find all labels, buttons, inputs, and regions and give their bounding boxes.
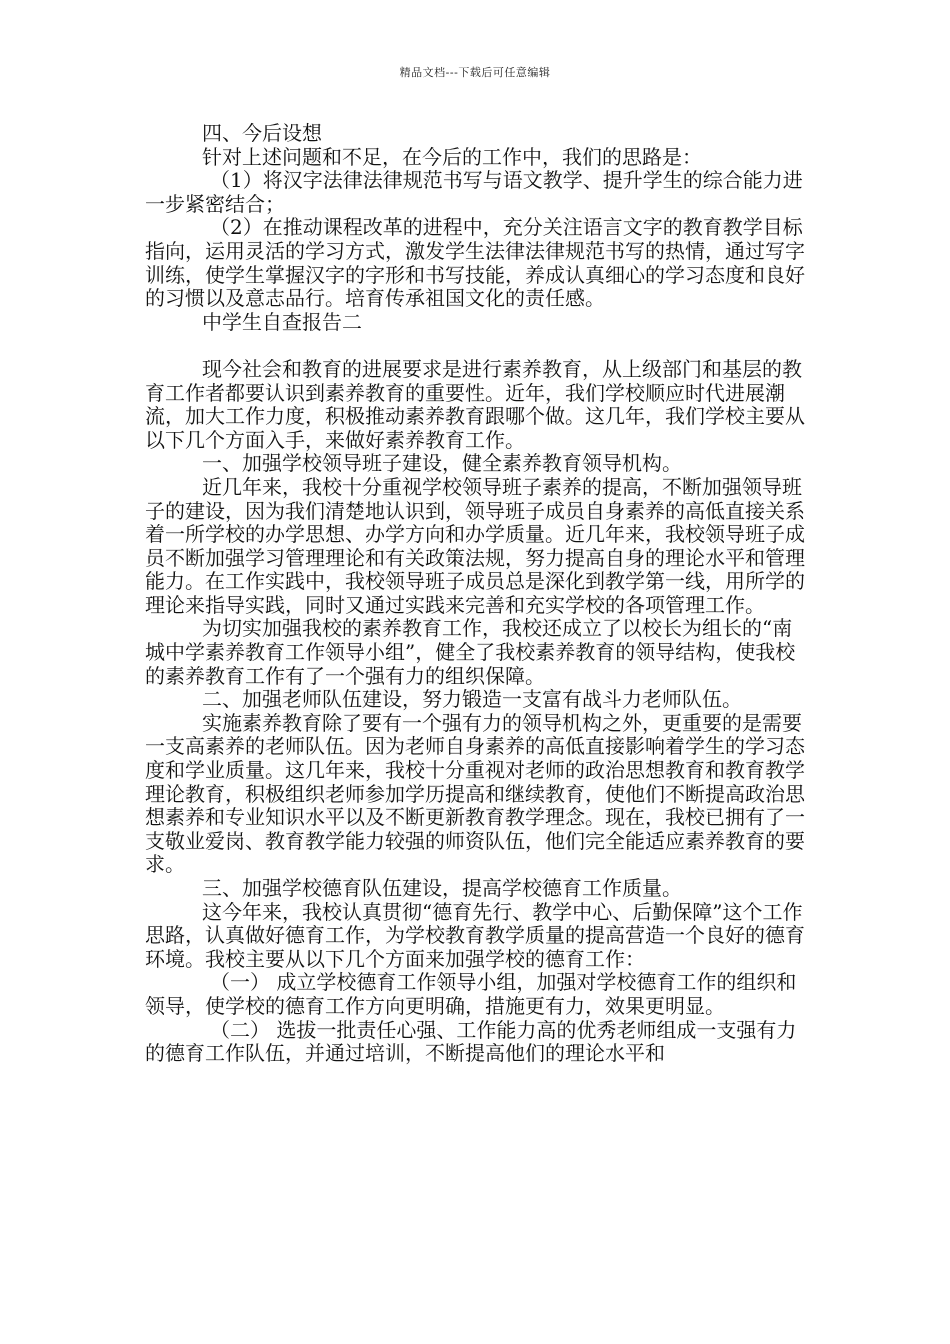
list-item: （二） 选拔一批责任心强、工作能力高的优秀老师组成一支强有力的德育工作队伍，并通过培训，不断提高他们的理论水平和 [145, 1017, 797, 1066]
paragraph: 近几年来，我校十分重视学校领导班子素养的提高，不断加强领导班子的建设，因为我们清楚地认识到，领导班子成员自身素养的高低直接关系着一所学校的办学思想、办学方向和办学质量。近几年来，我校领导班子成员不断加强学习管理理论和有关政策法规，努力提高自身的理论水平和管理能力。在工作实践中，我校领导班子成员总是深化到教学第一线，用所学的理论来指导实践，同时又通过实践来完善和充实学校的各项管理工作。 [145, 474, 805, 617]
report-title: 中学生自查报告二 [202, 309, 362, 334]
document-body [145, 122, 805, 1066]
paragraph: 为切实加强我校的素养教育工作，我校还成立了以校长为组长的“南城中学素养教育工作领导小组”，健全了我校素养教育的领导结构，使我校的素养教育工作有了一个强有力的组织保障。 [145, 616, 796, 688]
section-heading: 三、加强学校德育队伍建设，提高学校德育工作质量。 [202, 876, 682, 900]
list-item: （2）在推动课程改革的进程中，充分关注语言文字的教育教学目标指向，运用灵活的学习方式，激发学生法律法律规范书写的热情，通过写字训练，使学生掌握汉字的字形和书写技能，养成认真细心的学习态度和良好的习惯以及意志品行。培育传承祖国文化的责任感。 [145, 215, 805, 311]
paragraph: 这今年来，我校认真贯彻“德育先行、教学中心、后勤保障”这个工作思路，认真做好德育工作，为学校教育教学质量的提高营造一个良好的德育环境。我校主要从以下几个方面来加强学校的德育工作： [145, 899, 805, 971]
paragraph: 实施素养教育除了要有一个强有力的领导机构之外，更重要的是需要一支高素养的老师队伍。因为老师自身素养的高低直接影响着学生的学习态度和学业质量。这几年来，我校十分重视对老师的政治思想教育和教育教学理论教育，积极组织老师参加学历提高和继续教育，使他们不断提高政治思想素养和专业知识水平以及不断更新教育教学理念。现在，我校已拥有了一支敬业爱岗、教育教学能力较强的师资队伍，他们完全能适应素养教育的要求。 [145, 710, 805, 877]
paragraph: 针对上述问题和不足，在今后的工作中，我们的思路是： [202, 144, 702, 169]
list-item: （一） 成立学校德育工作领导小组，加强对学校德育工作的组织和领导，使学校的德育工作方向更明确，措施更有力，效果更明显。 [145, 970, 797, 1018]
section-heading: 一、加强学校领导班子建设，健全素养教育领导机构。 [202, 451, 682, 476]
paragraph: 现今社会和教育的进展要求是进行素养教育，从上级部门和基层的教育工作者都要认识到素养教育的重要性。近年，我们学校顺应时代进展潮流，加大工作力度，积极推动素养教育跟哪个做。这几年，我们学校主要从以下几个方面入手，来做好素养教育工作。 [145, 356, 805, 452]
section-heading: 四、今后设想 [202, 121, 322, 145]
page-header: 精品文档---下载后可任意编辑 [399, 66, 551, 79]
list-item: （1）将汉字法律法律规范书写与语文教学、提升学生的综合能力进一步紧密结合； [145, 168, 803, 216]
section-heading: 二、加强老师队伍建设，努力锻造一支富有战斗力老师队伍。 [202, 687, 742, 712]
